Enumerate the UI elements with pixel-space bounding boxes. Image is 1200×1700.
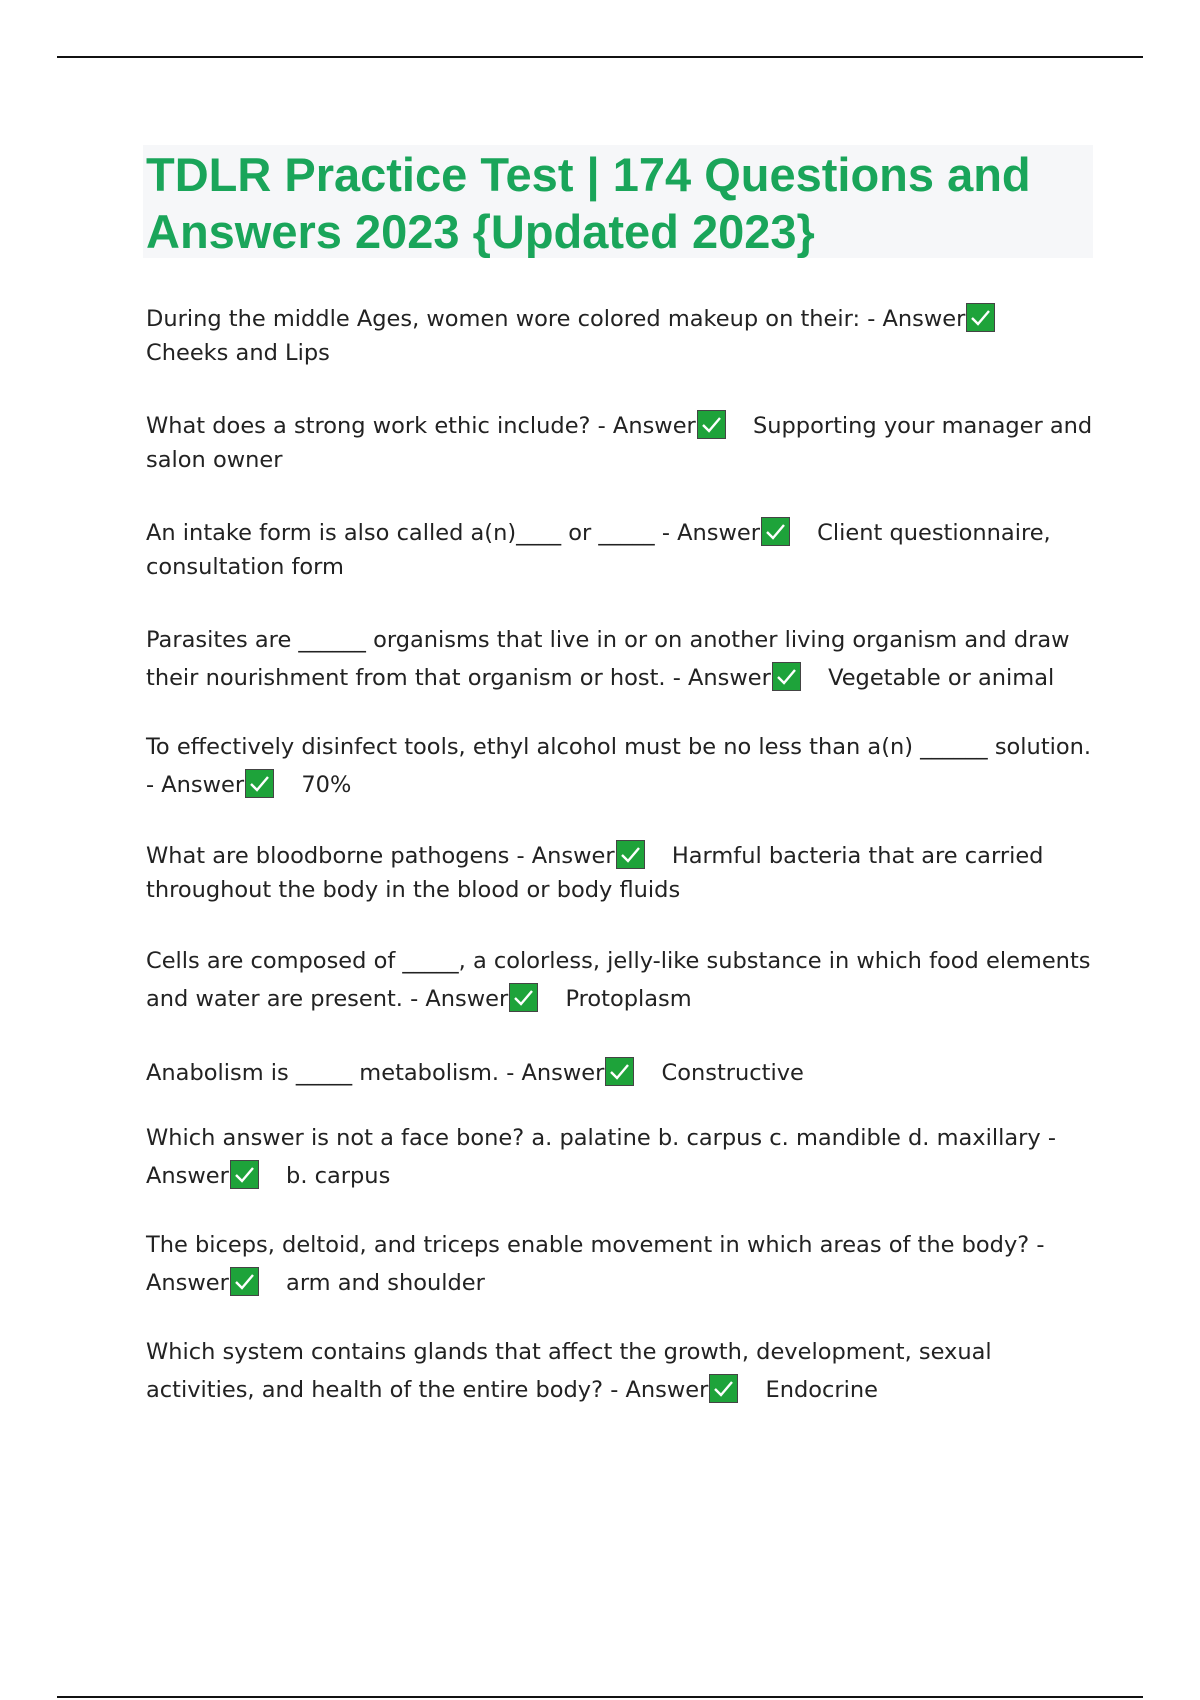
check-icon bbox=[772, 662, 801, 691]
question-text: Cells are composed of _____, a colorless, jelly-like substance in which food elements and water are present. bbox=[146, 948, 1091, 1012]
answer-marker: - Answer bbox=[410, 986, 509, 1012]
question-text: What does a strong work ethic include? bbox=[146, 413, 591, 439]
answer-marker: - Answer bbox=[672, 665, 771, 691]
answer-text: Client questionnaire, consultation form bbox=[146, 520, 1051, 580]
question-text: Anabolism is _____ metabolism. bbox=[146, 1060, 500, 1086]
check-icon bbox=[509, 983, 538, 1012]
qa-item bbox=[146, 302, 1096, 370]
question-text: To effectively disinfect tools, ethyl alcohol must be no less than a(n) ______ solution. bbox=[146, 734, 1092, 760]
question-text: An intake form is also called a(n)____ or _____ bbox=[146, 520, 655, 546]
answer-text: 70% bbox=[301, 772, 352, 798]
answer-marker: - Answer bbox=[146, 772, 245, 798]
document-title: TDLR Practice Test | 174 Questions and Answers 2023 {Updated 2023} bbox=[146, 148, 1031, 258]
qa-item bbox=[146, 728, 1096, 804]
qa-item bbox=[146, 1056, 1096, 1090]
qa-item bbox=[146, 1226, 1096, 1302]
answer-text: Harmful bacteria that are carried throughout the body in the blood or body fluids bbox=[146, 843, 1044, 903]
check-icon bbox=[966, 303, 995, 332]
answer-marker: - Answer bbox=[146, 1125, 1056, 1189]
answer-marker: - Answer bbox=[661, 520, 760, 546]
question-text: During the middle Ages, women wore colored makeup on their: bbox=[146, 306, 861, 332]
answer-text: Supporting your manager and salon owner bbox=[146, 413, 1093, 473]
bottom-rule bbox=[57, 1696, 1143, 1698]
answer-text: Constructive bbox=[661, 1060, 804, 1086]
question-text: Which answer is not a face bone? a. palatine b. carpus c. mandible d. maxillary bbox=[146, 1125, 1041, 1151]
question-text: What are bloodborne pathogens bbox=[146, 843, 510, 869]
question-text: Which system contains glands that affect the growth, development, sexual activities, and health of the entire body? bbox=[146, 1339, 992, 1403]
answer-text: Protoplasm bbox=[565, 986, 692, 1012]
check-icon bbox=[230, 1160, 259, 1189]
top-rule bbox=[57, 56, 1143, 58]
check-icon bbox=[709, 1374, 738, 1403]
question-text: The biceps, deltoid, and triceps enable movement in which areas of the body? bbox=[146, 1232, 1030, 1258]
answer-marker: - Answer bbox=[516, 843, 615, 869]
qa-item bbox=[146, 621, 1096, 697]
answer-marker: - Answer bbox=[146, 1232, 1045, 1296]
answer-marker: - Answer bbox=[610, 1377, 709, 1403]
answer-marker: - Answer bbox=[597, 413, 696, 439]
qa-item bbox=[146, 1333, 1096, 1409]
check-icon bbox=[697, 410, 726, 439]
qa-item bbox=[146, 409, 1096, 477]
check-icon bbox=[761, 517, 790, 546]
qa-item bbox=[146, 516, 1096, 584]
answer-marker: - Answer bbox=[506, 1060, 605, 1086]
answer-marker: - Answer bbox=[867, 306, 966, 332]
check-icon bbox=[616, 840, 645, 869]
check-icon bbox=[245, 769, 274, 798]
qa-item bbox=[146, 1119, 1096, 1195]
answer-text: Vegetable or animal bbox=[828, 665, 1055, 691]
answer-text: arm and shoulder bbox=[286, 1270, 485, 1296]
qa-item bbox=[146, 942, 1096, 1018]
check-icon bbox=[605, 1057, 634, 1086]
question-text: Parasites are ______ organisms that live in or on another living organism and draw their nourishment from that organism or host. bbox=[146, 627, 1070, 691]
answer-text: Endocrine bbox=[765, 1377, 878, 1403]
answer-text: Cheeks and Lips bbox=[146, 340, 330, 366]
answer-text: b. carpus bbox=[286, 1163, 391, 1189]
check-icon bbox=[230, 1267, 259, 1296]
qa-item bbox=[146, 839, 1096, 907]
